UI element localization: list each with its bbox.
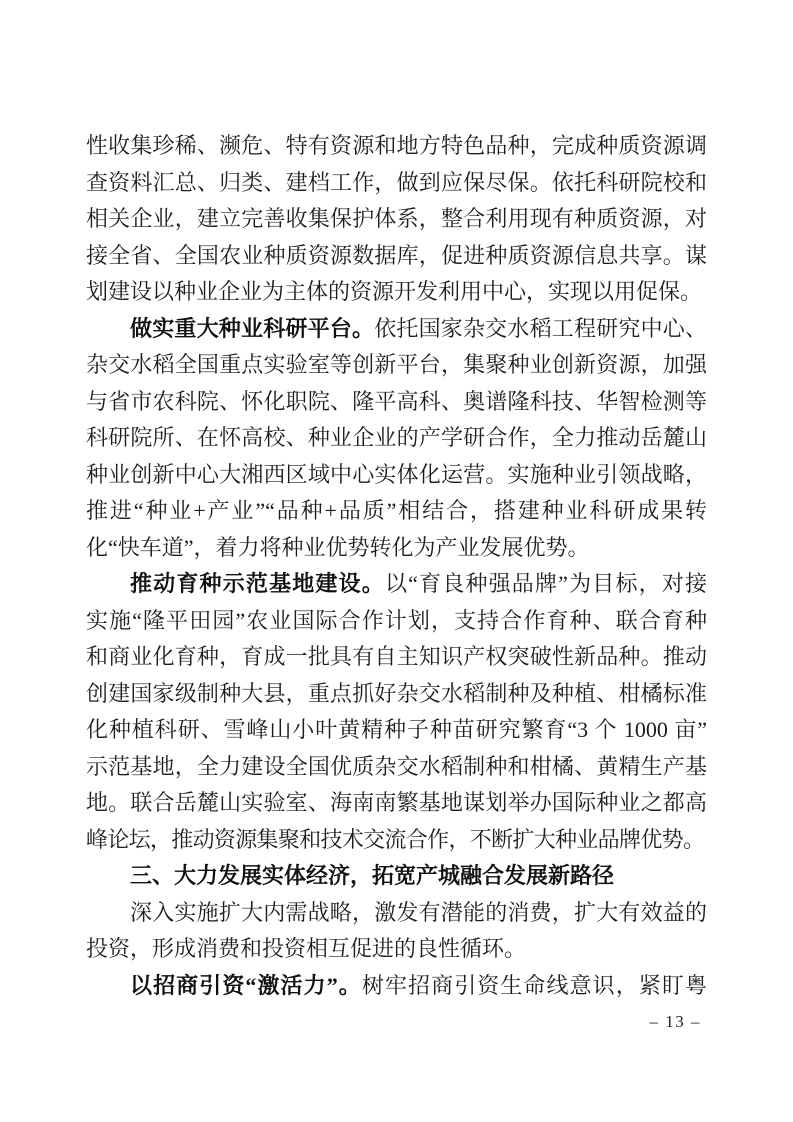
text-line <box>86 311 707 348</box>
text-line: 地。联合岳麓山实验室、海南南繁基地谋划举办国际种业之都高 <box>86 790 707 815</box>
page-number: – 13 – <box>649 1012 701 1031</box>
text-line: 和商业化育种，育成一批具有自主知识产权突破性新品种。推动 <box>86 644 707 669</box>
text-line: 杂交水稻全国重点实验室等创新平台，集聚种业创新资源，加强 <box>86 352 707 377</box>
document-body <box>86 128 707 1004</box>
text-line: 种业创新中心大湘西区域中心实体化运营。实施种业引领战略， <box>86 461 707 487</box>
text-line: 与省市农科院、怀化职院、隆平高科、奥谱隆科技、华智检测等 <box>86 388 707 414</box>
text-line: 峰论坛，推动资源集聚和技术交流合作，不断扩大种业品牌优势。 <box>86 826 705 852</box>
text-line: 划建设以种业企业为主体的资源开发利用中心，实现以用促保。 <box>86 279 703 304</box>
text-line: 化种植科研、雪峰山小叶黄精种子种苗研究繁育“3 个 1000 亩” <box>86 717 707 742</box>
text-line: 科研院所、在怀高校、种业企业的产学研合作，全力推动岳麓山 <box>86 425 707 450</box>
section-heading: 三、大力发展实体经济，拓宽产城融合发展新路径 <box>130 863 615 888</box>
text-line: 化“快车道”，着力将种业优势转化为产业发展优势。 <box>86 534 590 560</box>
text-line: 深入实施扩大内需战略，激发有潜能的消费，扩大有效益的 <box>130 899 707 925</box>
text-line: 相关企业，建立完善收集保护体系，整合利用现有种质资源，对 <box>86 206 707 231</box>
text-line: 推进“种业+产业”“品种+品质”相结合，搭建种业科研成果转 <box>86 498 707 523</box>
text-line: 投资，形成消费和投资相互促进的良性循环。 <box>86 936 527 961</box>
text-line: 创建国家级制种大县，重点抓好杂交水稻制种及种植、柑橘标准 <box>86 680 707 706</box>
text-line: 示范基地，全力建设全国优质杂交水稻制种和柑橘、黄精生产基 <box>86 753 707 779</box>
line-text: 依托国家杂交水稻工程研究中心、 <box>374 315 707 341</box>
paragraph-lead-bold: 推动育种示范基地建设。 <box>130 571 385 596</box>
text-line: 接全省、全国农业种质资源数据库，促进种质资源信息共享。谋 <box>86 242 707 268</box>
line-text: 树牢招商引资生命线意识，紧盯粤 <box>361 972 707 998</box>
text-line <box>86 968 707 1005</box>
text-line: 查资料汇总、归类、建档工作，做到应保尽保。依托科研院校和 <box>86 169 707 195</box>
paragraph-lead-bold: 做实重大种业科研平台。 <box>130 315 375 341</box>
text-line: 实施“隆平田园”农业国际合作计划，支持合作育种、联合育种 <box>86 607 707 633</box>
text-line <box>86 566 707 603</box>
text-line: 性收集珍稀、濒危、特有资源和地方特色品种，完成种质资源调 <box>86 133 707 158</box>
line-text: 以“育良种强品牌”为目标，对接 <box>384 571 707 596</box>
paragraph-lead-bold: 以招商引资“激活力”。 <box>130 972 362 998</box>
